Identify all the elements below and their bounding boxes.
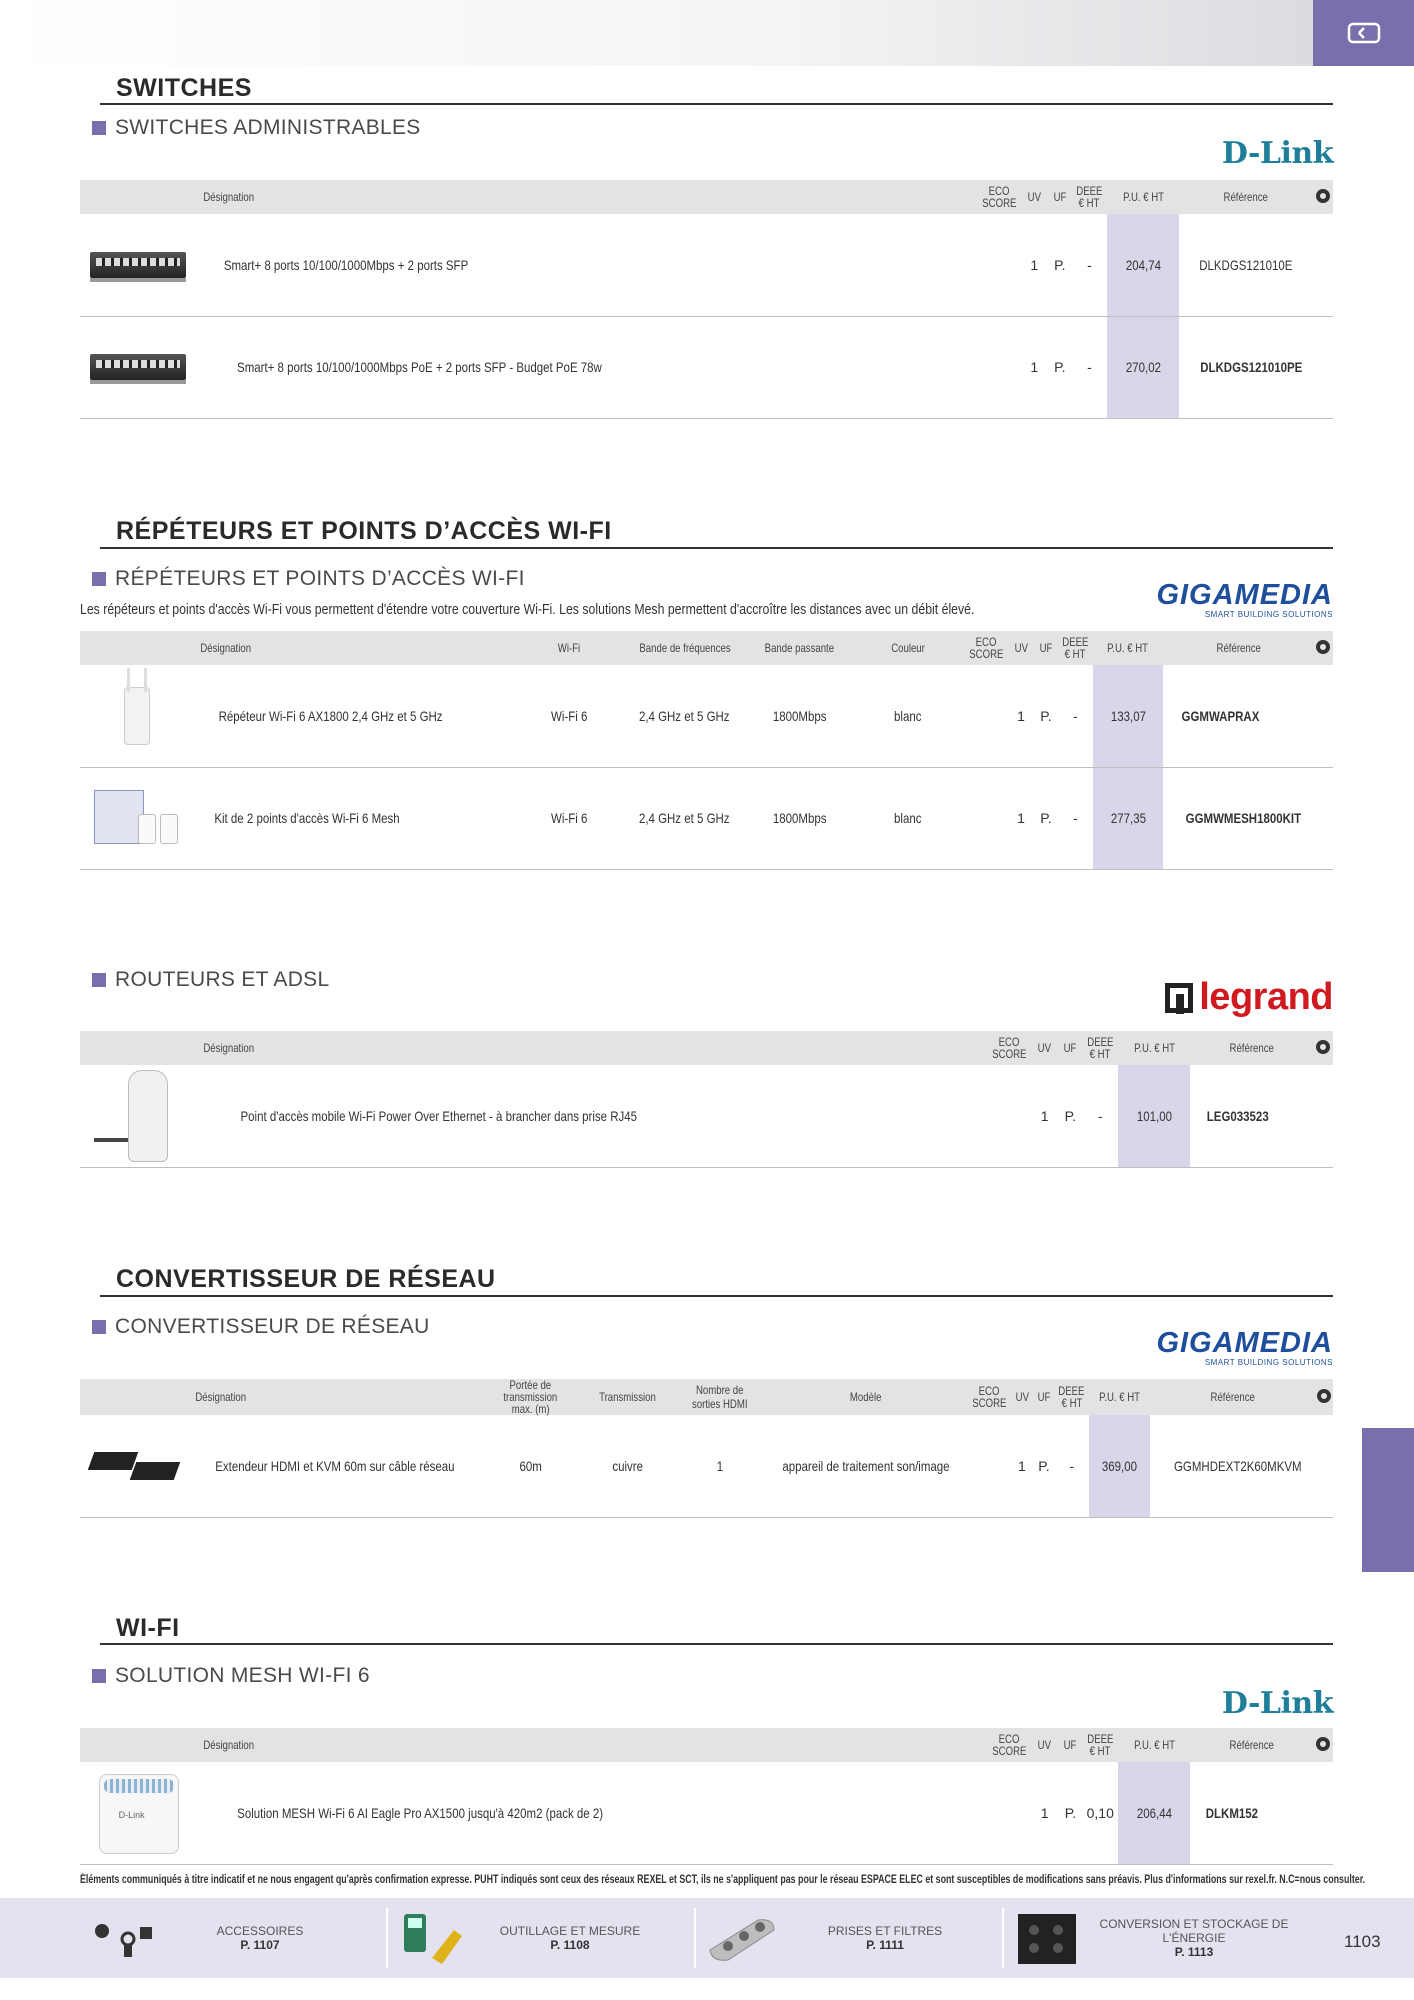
- deee: -: [1054, 1415, 1089, 1517]
- section-rule: [100, 1643, 1333, 1645]
- price: 369,00: [1101, 1457, 1137, 1474]
- deee: -: [1058, 767, 1094, 869]
- bullet-square: [92, 121, 106, 135]
- portee: 60m: [519, 1457, 542, 1474]
- col-eco-2: SCORE: [982, 196, 1017, 210]
- deee: -: [1058, 665, 1094, 767]
- subsection-title: [92, 567, 525, 591]
- reference[interactable]: DLKM152: [1206, 1804, 1259, 1821]
- col-designation: Désignation: [203, 1041, 255, 1055]
- bullet-square: [92, 572, 106, 586]
- repeater-image: [124, 687, 150, 745]
- col-deee: DEEE: [1058, 1384, 1085, 1398]
- col-ref: Référence: [1216, 641, 1261, 655]
- col-deee: DEEE: [1076, 184, 1103, 198]
- table-row[interactable]: [80, 767, 1333, 869]
- designation: Kit de 2 points d'accès Wi-Fi 6 Mesh: [214, 810, 401, 826]
- section-rule: [100, 103, 1333, 105]
- col-wifi: Wi-Fi: [558, 641, 581, 655]
- designation: Répéteur Wi-Fi 6 AX1800 2,4 GHz et 5 GHz: [219, 707, 443, 724]
- col-uv: UV: [1014, 641, 1028, 655]
- price: 133,07: [1110, 707, 1146, 724]
- col-ref: Référence: [1223, 190, 1269, 204]
- top-gradient-band: [0, 0, 1313, 66]
- col-eco: ECO: [975, 635, 997, 649]
- nav-conversion[interactable]: [1012, 1898, 1332, 1978]
- designation: Point d'accès mobile Wi-Fi Power Over Ethernet - à brancher dans prise RJ45: [240, 1107, 638, 1124]
- settings-icon[interactable]: [1316, 1040, 1330, 1054]
- col-uf: UF: [1037, 1390, 1051, 1404]
- col-deee-2: € HT: [1089, 1047, 1111, 1061]
- settings-icon[interactable]: [1316, 189, 1330, 203]
- price: 101,00: [1136, 1107, 1172, 1124]
- couleur: blanc: [893, 707, 922, 724]
- nav-divider: [386, 1908, 388, 1968]
- table-row[interactable]: [80, 316, 1333, 418]
- nav-divider: [694, 1908, 696, 1968]
- brand-logo-dlink: D-Link: [1221, 136, 1333, 171]
- col-pu: P.U. € HT: [1098, 1390, 1140, 1404]
- uf: P.: [1034, 1415, 1055, 1517]
- bande-passante: 1800Mbps: [772, 810, 827, 826]
- brand-tagline: SMART BUILDING SOLUTIONS: [1204, 610, 1333, 619]
- nav-prises[interactable]: [704, 1898, 1004, 1978]
- col-eco-2: SCORE: [992, 1744, 1027, 1758]
- table-row[interactable]: [80, 1762, 1333, 1864]
- uf: P.: [1059, 1762, 1083, 1864]
- side-chapter-tab[interactable]: [1362, 1428, 1414, 1572]
- subsection-label: CONVERTISSEUR DE RÉSEAU: [115, 1315, 430, 1338]
- col-designation: Désignation: [203, 1738, 255, 1752]
- switch-image: [90, 354, 186, 380]
- deee: -: [1082, 1065, 1118, 1167]
- col-portee-2: max. (m): [511, 1402, 550, 1416]
- product-table: [80, 1728, 1333, 1865]
- product-table: [80, 180, 1333, 419]
- brand-tagline: SMART BUILDING SOLUTIONS: [1204, 1358, 1333, 1367]
- power-strip-icon: [704, 1910, 780, 1966]
- reference[interactable]: DLKDGS121010PE: [1199, 359, 1303, 375]
- brand-logo-legrand: [1165, 976, 1333, 1019]
- subsection-title: [92, 968, 329, 992]
- wifi: Wi-Fi 6: [551, 707, 588, 724]
- mesh-router-image: D-Link: [93, 1768, 185, 1858]
- nav-label: PRISES ET FILTRES: [827, 1924, 943, 1938]
- section-title: CONVERTISSEUR DE RÉSEAU: [116, 1265, 496, 1293]
- bande-passante: 1800Mbps: [772, 707, 827, 724]
- nav-divider: [1002, 1908, 1004, 1968]
- col-couleur: Couleur: [890, 641, 925, 655]
- page-number: 1103: [1344, 1932, 1381, 1951]
- bande: 2,4 GHz et 5 GHz: [639, 810, 731, 826]
- section-rule: [100, 547, 1333, 549]
- col-pu: P.U. € HT: [1133, 1041, 1175, 1055]
- col-bande: Bande de fréquences: [639, 641, 731, 655]
- col-uf: UF: [1064, 1738, 1077, 1752]
- nav-page: P. 1111: [866, 1938, 904, 1952]
- col-pu: P.U. € HT: [1133, 1738, 1175, 1752]
- col-uv: UV: [1037, 1738, 1052, 1752]
- section-rule: [100, 1295, 1333, 1297]
- price: 206,44: [1136, 1804, 1172, 1821]
- nav-page: P. 1113: [1174, 1945, 1214, 1959]
- product-table: [80, 631, 1333, 870]
- brand-logo-dlink: D-Link: [1221, 1686, 1333, 1721]
- uf: P.: [1058, 1065, 1082, 1167]
- col-eco-2: SCORE: [969, 647, 1004, 661]
- settings-icon[interactable]: [1316, 1737, 1330, 1751]
- couleur: blanc: [893, 810, 922, 826]
- col-bp: Bande passante: [764, 641, 835, 655]
- uf: P.: [1048, 316, 1072, 418]
- col-uv: UV: [1015, 1390, 1029, 1404]
- col-modele: Modèle: [849, 1390, 882, 1404]
- legrand-mark-icon: [1165, 983, 1193, 1013]
- product-table: [80, 1031, 1333, 1168]
- col-designation: Désignation: [195, 1390, 247, 1404]
- product-table: [80, 1379, 1333, 1518]
- col-ref: Référence: [1229, 1041, 1274, 1055]
- hdmi-extender-image: [87, 1446, 183, 1486]
- multimeter-icon: [398, 1910, 470, 1966]
- subsection-label: SOLUTION MESH WI-FI 6: [115, 1664, 370, 1687]
- nav-accessoires[interactable]: [88, 1898, 378, 1978]
- col-portee: Portée de transmission: [503, 1378, 558, 1404]
- access-point-image: [94, 1068, 184, 1164]
- deee: -: [1072, 316, 1108, 418]
- uv: 1: [1010, 1415, 1033, 1517]
- designation: Smart+ 8 ports 10/100/1000Mbps + 2 ports SFP: [223, 256, 469, 273]
- nav-label: CONVERSION ET STOCKAGE DE L'ÉNERGIE: [1099, 1917, 1289, 1945]
- deee: 0,10: [1082, 1762, 1118, 1864]
- designation: Smart+ 8 ports 10/100/1000Mbps PoE + 2 ports SFP - Budget PoE 78w: [236, 359, 602, 375]
- price: 204,74: [1125, 256, 1161, 273]
- table-row[interactable]: [80, 1065, 1333, 1167]
- brand-name: GIGAMEDIA: [1156, 579, 1333, 611]
- col-uv: UV: [1037, 1041, 1052, 1055]
- col-pu: P.U. € HT: [1107, 641, 1149, 655]
- col-eco: ECO: [999, 1035, 1020, 1049]
- uv: 1: [1021, 214, 1048, 316]
- accessories-icon: [88, 1913, 160, 1963]
- subsection-title: [92, 116, 421, 140]
- uv: 1: [1008, 767, 1035, 869]
- col-ref: Référence: [1210, 1390, 1255, 1404]
- legal-footnote: Éléments communiqués à titre indicatif et ne nous engagent qu'après confirmation expresse. PUHT indiqués sont ceux des réseaux REXEL et SCT, ils ne s'appliquent pas pour le réseau ESPACE ELEC et sont susceptibles de modifications sans préavis. Plus d'informations sur rexel.fr. N.C=nous consulter.: [80, 1874, 1366, 1886]
- designation: Extendeur HDMI et KVM 60m sur câble réseau: [215, 1457, 455, 1474]
- deee: -: [1072, 214, 1108, 316]
- section-title: SWITCHES: [116, 74, 252, 102]
- subsection-label: ROUTEURS ET ADSL: [115, 968, 330, 991]
- bullet-square: [92, 973, 106, 987]
- brand-name: GIGAMEDIA: [1156, 1327, 1333, 1359]
- bottom-navigation: [0, 1898, 1414, 1978]
- uv: 1: [1031, 1065, 1059, 1167]
- mesh-kit-image: [94, 790, 180, 846]
- description: Les répéteurs et points d'accès Wi-Fi vous permettent d'étendre votre couverture Wi-Fi. Les solutions Mesh permettent d'accroître les distances avec un débit élevé.: [80, 601, 975, 618]
- col-transmission: Transmission: [599, 1390, 657, 1404]
- subsection-label: SWITCHES ADMINISTRABLES: [115, 116, 421, 139]
- brand-name: legrand: [1199, 976, 1333, 1018]
- nav-outillage[interactable]: [398, 1898, 688, 1978]
- bullet-square: [92, 1320, 106, 1334]
- wifi: Wi-Fi 6: [551, 810, 588, 826]
- uv: 1: [1031, 1762, 1059, 1864]
- category-tab[interactable]: [1313, 0, 1414, 66]
- table-row[interactable]: [80, 214, 1333, 316]
- price: 277,35: [1110, 810, 1146, 826]
- col-deee: DEEE: [1087, 1732, 1114, 1746]
- bullet-square: [92, 1669, 106, 1683]
- col-uf: UF: [1039, 641, 1053, 655]
- settings-icon[interactable]: [1316, 640, 1330, 654]
- nav-label: OUTILLAGE ET MESURE: [499, 1924, 641, 1938]
- uv: 1: [1008, 665, 1035, 767]
- section-title: RÉPÉTEURS ET POINTS D’ACCÈS WI-FI: [116, 517, 612, 545]
- col-deee-2: € HT: [1089, 1744, 1111, 1758]
- nav-page: P. 1108: [550, 1938, 590, 1952]
- table-row[interactable]: [80, 1415, 1333, 1517]
- network-device-icon: [1345, 18, 1383, 48]
- transmission: cuivre: [612, 1457, 644, 1474]
- reference[interactable]: GGMWAPRAX: [1181, 707, 1260, 724]
- reference[interactable]: LEG033523: [1207, 1107, 1269, 1124]
- col-eco: ECO: [999, 1732, 1020, 1746]
- nb-hdmi: 1: [716, 1457, 724, 1474]
- col-eco: ECO: [978, 1384, 1000, 1398]
- bande: 2,4 GHz et 5 GHz: [639, 707, 731, 724]
- col-deee-2: € HT: [1079, 196, 1100, 210]
- ups-icon: [1012, 1908, 1084, 1968]
- switch-image: [90, 252, 186, 278]
- section-title: WI-FI: [116, 1614, 180, 1642]
- col-deee: DEEE: [1087, 1035, 1114, 1049]
- subsection-title: [92, 1315, 430, 1339]
- col-designation: Désignation: [200, 641, 252, 655]
- nav-label: ACCESSOIRES: [216, 1924, 304, 1938]
- designation: Solution MESH Wi-Fi 6 AI Eagle Pro AX1500 jusqu'à 420m2 (pack de 2): [237, 1804, 604, 1821]
- uf: P.: [1034, 767, 1057, 869]
- reference[interactable]: GGMHDEXT2K60MKVM: [1173, 1457, 1302, 1474]
- table-row[interactable]: [80, 665, 1333, 767]
- col-ref: Référence: [1229, 1738, 1274, 1752]
- col-uf: UF: [1053, 190, 1067, 204]
- col-designation: Désignation: [203, 190, 254, 204]
- col-eco: ECO: [988, 184, 1010, 198]
- reference[interactable]: GGMWMESH1800KIT: [1185, 810, 1301, 826]
- settings-icon[interactable]: [1317, 1389, 1331, 1403]
- brand-logo-gigamedia: [1156, 1327, 1333, 1367]
- col-deee-2: € HT: [1061, 1396, 1083, 1410]
- price: 270,02: [1125, 359, 1161, 375]
- modele: appareil de traitement son/image: [781, 1457, 950, 1474]
- nav-page: P. 1107: [240, 1938, 280, 1952]
- col-deee-2: € HT: [1064, 647, 1086, 661]
- uf: P.: [1048, 214, 1072, 316]
- col-deee: DEEE: [1062, 635, 1089, 649]
- subsection-label: RÉPÉTEURS ET POINTS D’ACCÈS WI-FI: [115, 567, 525, 590]
- col-eco-2: SCORE: [971, 1396, 1006, 1410]
- col-eco-2: SCORE: [992, 1047, 1027, 1061]
- subsection-title: [92, 1664, 370, 1688]
- col-nb-hdmi: Nombre de sorties HDMI: [692, 1383, 748, 1411]
- uf: P.: [1034, 665, 1057, 767]
- col-uv: UV: [1027, 190, 1041, 204]
- col-pu: P.U. € HT: [1122, 190, 1164, 204]
- reference[interactable]: DLKDGS121010E: [1198, 256, 1293, 273]
- col-uf: UF: [1063, 1041, 1077, 1055]
- brand-logo-gigamedia: [1156, 579, 1333, 619]
- uv: 1: [1021, 316, 1048, 418]
